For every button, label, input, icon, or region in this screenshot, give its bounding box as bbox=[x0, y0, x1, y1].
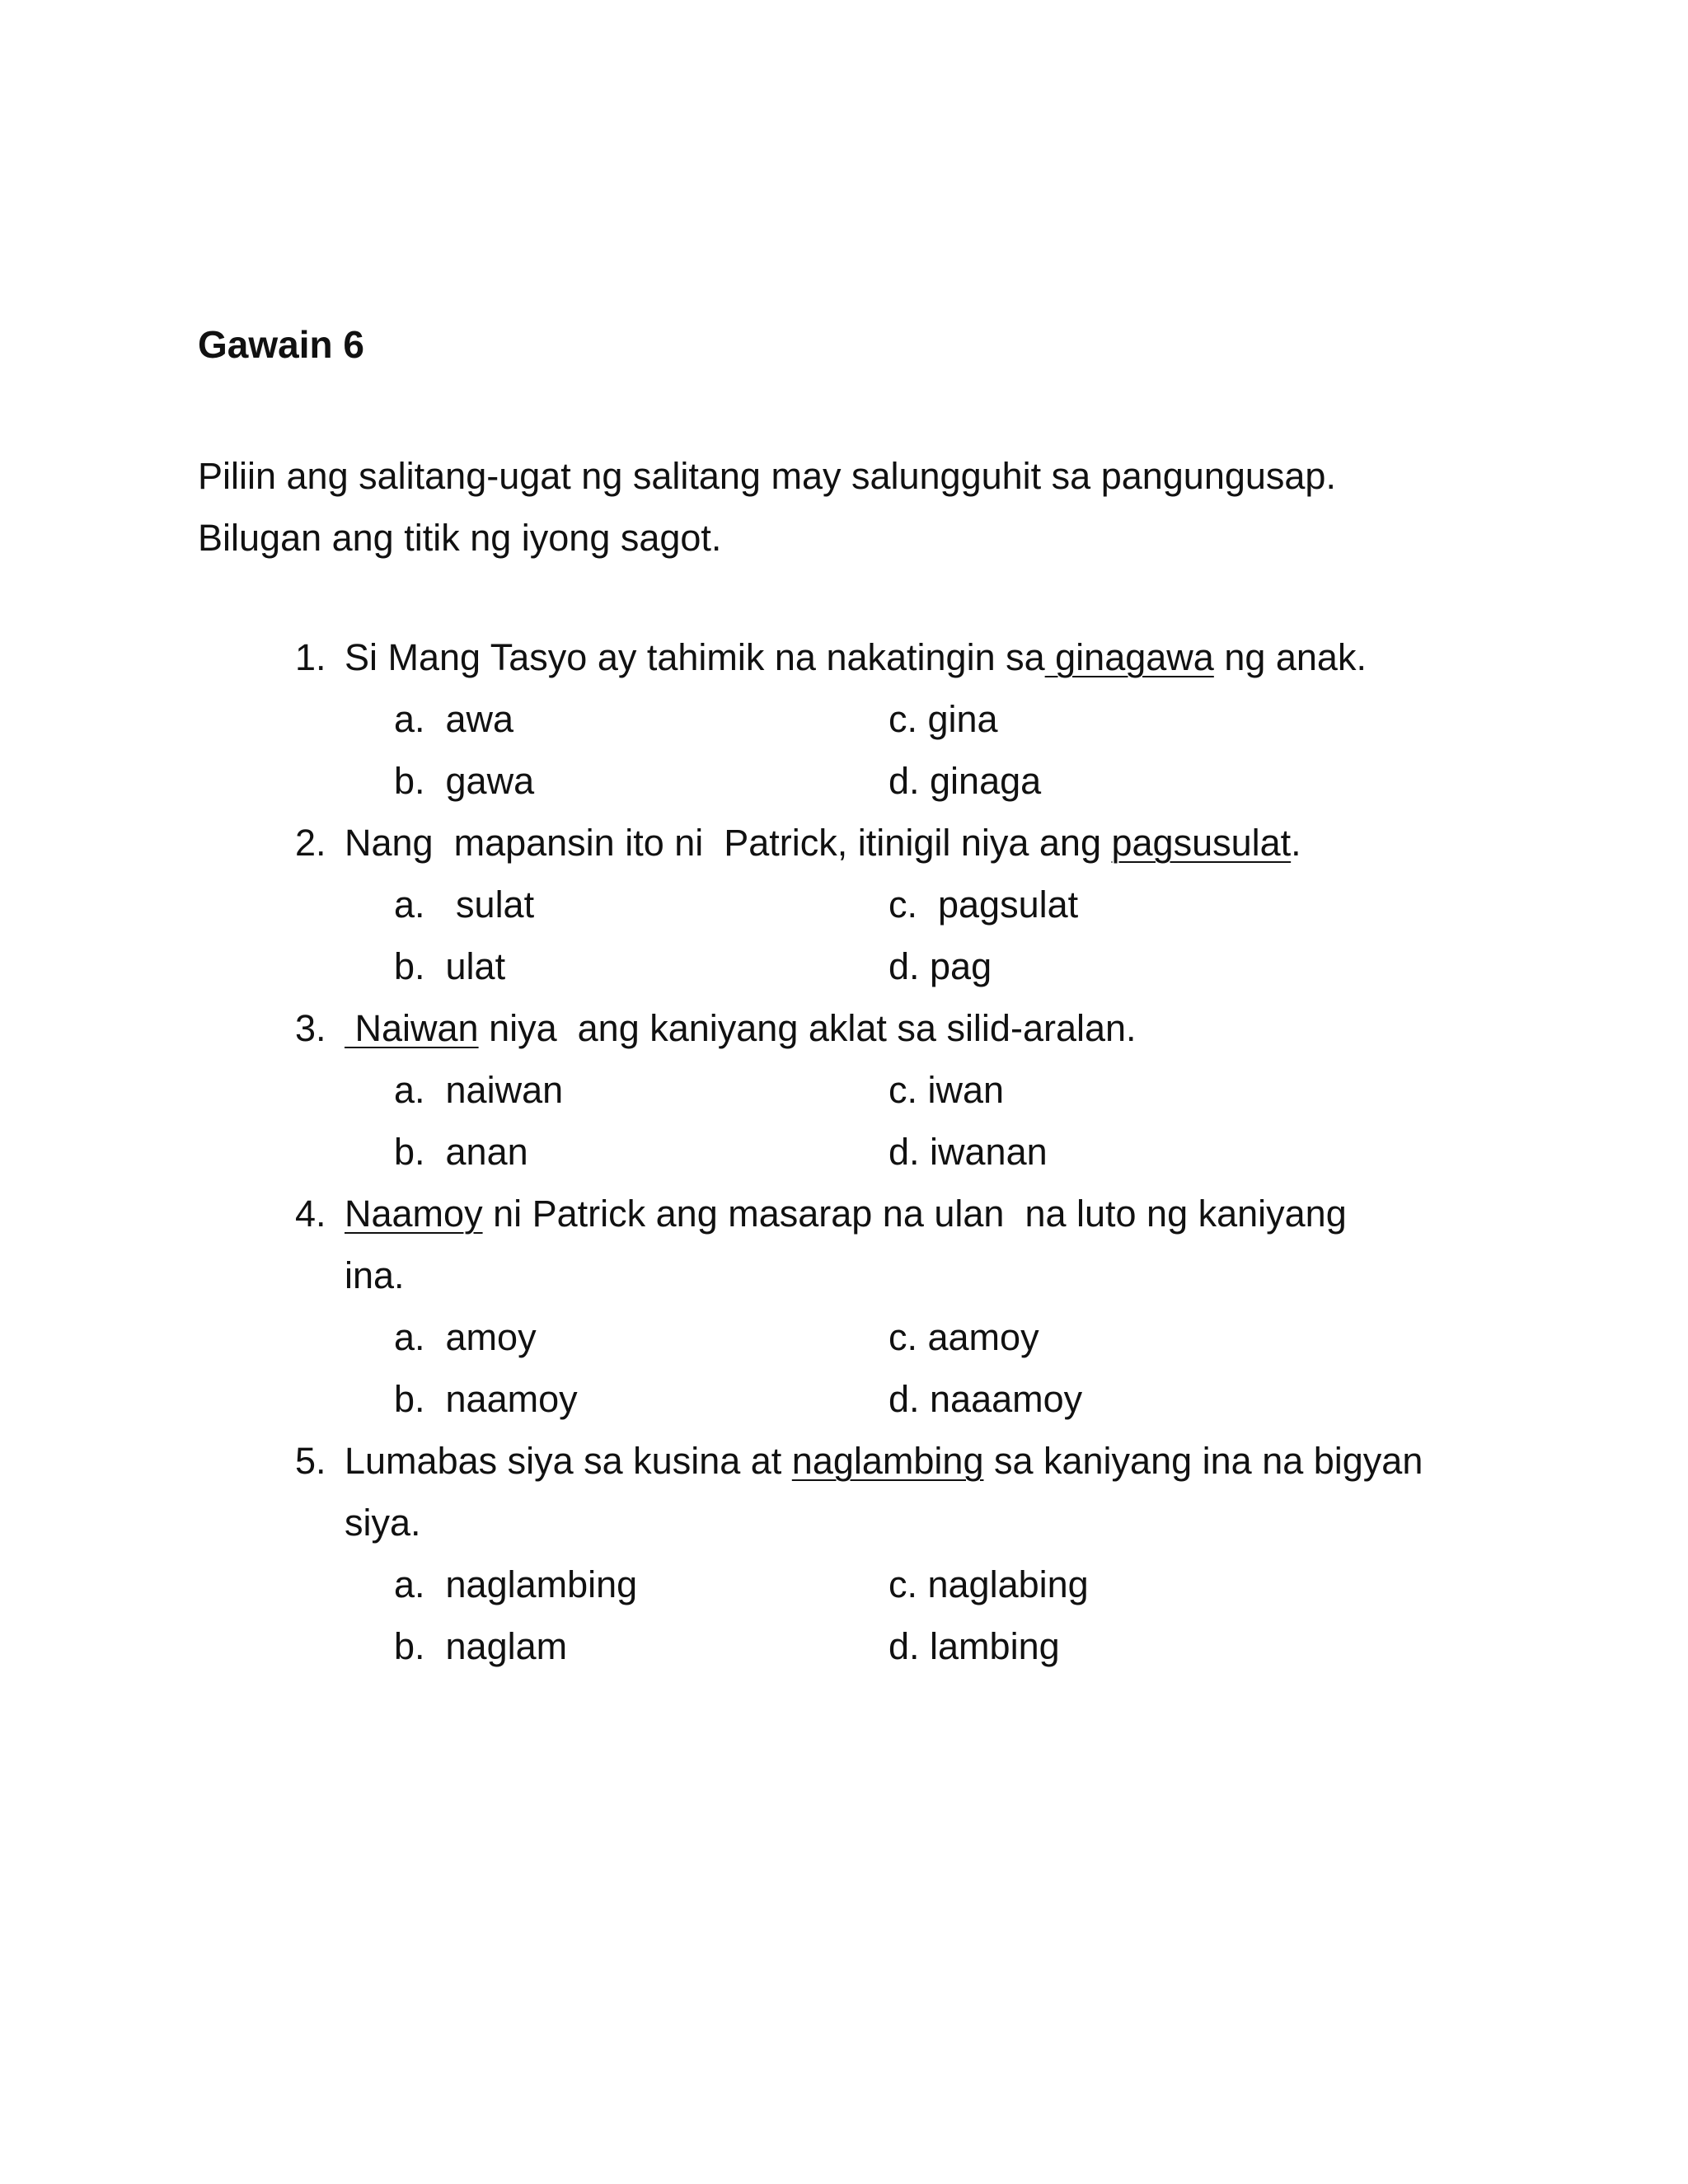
question-5 bbox=[295, 1430, 1581, 1677]
question-list bbox=[295, 626, 1581, 1677]
choice-row bbox=[295, 1121, 1581, 1183]
underlined-word: Naamoy bbox=[345, 1193, 483, 1235]
choice-row bbox=[295, 935, 1581, 997]
choice-a[interactable]: a. naglambing bbox=[394, 1563, 638, 1605]
question-number: 5. bbox=[295, 1440, 326, 1482]
choice-c[interactable]: c. iwan bbox=[889, 1069, 1005, 1111]
choice-a[interactable]: a. amoy bbox=[394, 1316, 537, 1358]
choice-row bbox=[295, 1059, 1581, 1121]
choice-row bbox=[295, 1306, 1581, 1368]
choice-a[interactable]: a. awa bbox=[394, 698, 514, 740]
underlined-word: ginagawa bbox=[1044, 636, 1214, 678]
choice-b[interactable]: b. naamoy bbox=[394, 1378, 578, 1420]
choice-c[interactable]: c. aamoy bbox=[889, 1316, 1039, 1358]
question-number: 2. bbox=[295, 822, 326, 864]
choice-b[interactable]: b. anan bbox=[394, 1131, 528, 1173]
question-text-after: niya ang kaniyang aklat sa silid-aralan. bbox=[478, 1007, 1137, 1049]
choice-c[interactable]: c. naglabing bbox=[889, 1563, 1089, 1605]
choice-row bbox=[295, 1615, 1581, 1677]
choice-d[interactable]: d. pag bbox=[889, 945, 992, 987]
question-text bbox=[295, 997, 1581, 1059]
choice-d[interactable]: d. ginaga bbox=[889, 760, 1042, 802]
question-text-after: sa kaniyang ina na bigyan bbox=[983, 1440, 1423, 1482]
choice-c[interactable]: c. pagsulat bbox=[889, 883, 1079, 926]
question-3 bbox=[295, 997, 1581, 1183]
instructions bbox=[198, 445, 1558, 569]
choice-a[interactable]: a. sulat bbox=[394, 883, 535, 926]
question-2 bbox=[295, 812, 1581, 997]
underlined-word: naglambing bbox=[791, 1440, 984, 1482]
choice-d[interactable]: d. naaamoy bbox=[889, 1378, 1083, 1420]
choice-row bbox=[295, 874, 1581, 935]
question-text-before: Nang mapansin ito ni Patrick, itinigil niya ang bbox=[345, 822, 1112, 864]
choice-b[interactable]: b. naglam bbox=[394, 1625, 568, 1667]
question-text-after: ng anak. bbox=[1213, 636, 1367, 678]
underlined-word: Naiwan bbox=[345, 1007, 479, 1049]
question-text-after: ni Patrick ang masarap na ulan na luto ng kaniyang bbox=[482, 1193, 1347, 1235]
question-text bbox=[295, 626, 1581, 688]
choice-row bbox=[295, 750, 1581, 812]
question-text bbox=[295, 1183, 1581, 1244]
question-text bbox=[295, 1430, 1581, 1492]
question-text-before: Lumabas siya sa kusina at bbox=[345, 1440, 792, 1482]
question-text-continuation: ina. bbox=[345, 1254, 405, 1296]
question-number: 1. bbox=[295, 636, 326, 678]
question-number: 4. bbox=[295, 1193, 326, 1235]
choice-c[interactable]: c. gina bbox=[889, 698, 998, 740]
choice-d[interactable]: d. iwanan bbox=[889, 1131, 1048, 1173]
underlined-word: pagsusulat bbox=[1111, 822, 1292, 864]
choice-row bbox=[295, 1554, 1581, 1615]
choice-d[interactable]: d. lambing bbox=[889, 1625, 1060, 1667]
worksheet-title: Gawain 6 bbox=[198, 323, 364, 366]
question-1 bbox=[295, 626, 1581, 812]
question-4 bbox=[295, 1183, 1581, 1430]
choice-row bbox=[295, 688, 1581, 750]
instruction-line: Piliin ang salitang-ugat ng salitang may salungguhit sa pangungusap. bbox=[198, 455, 1336, 497]
question-number: 3. bbox=[295, 1007, 326, 1049]
question-text-continuation: siya. bbox=[345, 1502, 421, 1544]
question-text-after: . bbox=[1291, 822, 1301, 864]
choice-row bbox=[295, 1368, 1581, 1430]
choice-a[interactable]: a. naiwan bbox=[394, 1069, 564, 1111]
choice-b[interactable]: b. gawa bbox=[394, 760, 535, 802]
question-text bbox=[295, 812, 1581, 874]
question-text-before: Si Mang Tasyo ay tahimik na nakatingin sa bbox=[345, 636, 1045, 678]
instruction-line: Bilugan ang titik ng iyong sagot. bbox=[198, 517, 722, 559]
choice-b[interactable]: b. ulat bbox=[394, 945, 506, 987]
